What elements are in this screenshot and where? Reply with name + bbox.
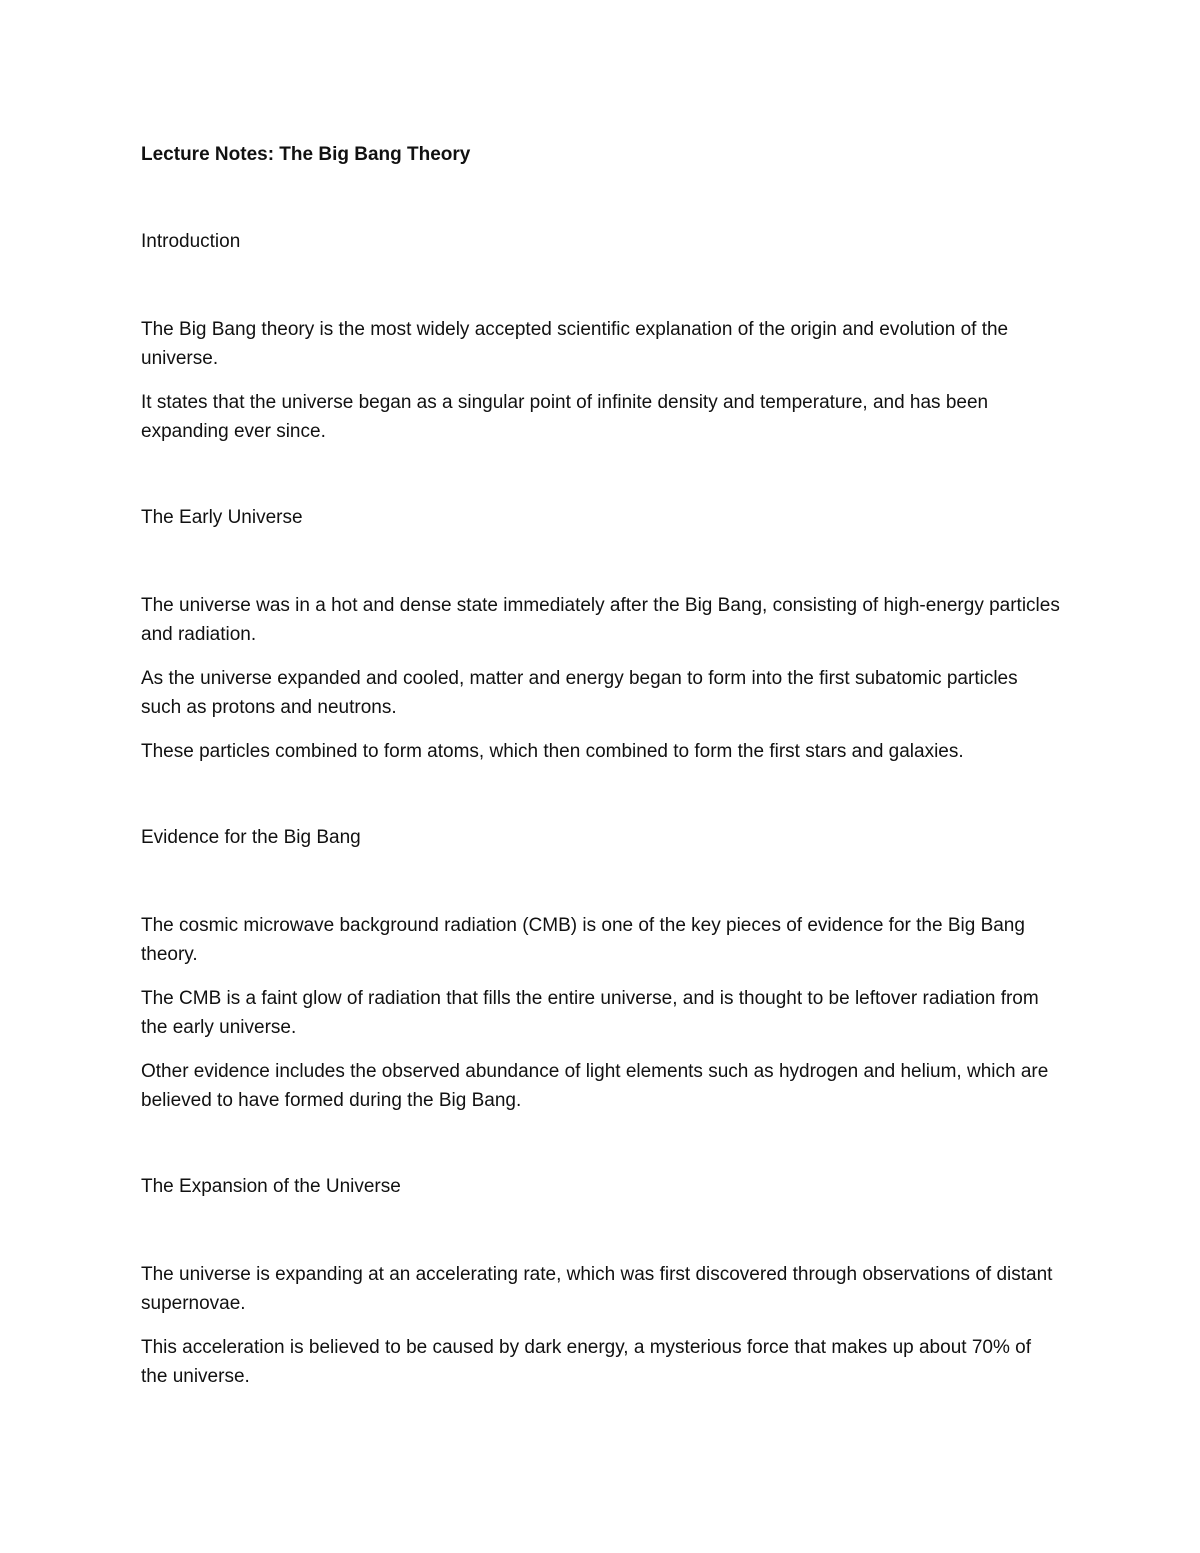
section-heading: Introduction bbox=[141, 231, 241, 252]
document-title: Lecture Notes: The Big Bang Theory bbox=[141, 144, 471, 165]
document-body bbox=[141, 140, 1061, 1391]
paragraph: Other evidence includes the observed abundance of light elements such as hydrogen and helium, which are believed to have formed during the Big Bang. bbox=[141, 1061, 1049, 1111]
paragraph: The universe was in a hot and dense state immediately after the Big Bang, consisting of high-energy particles and radiation. bbox=[141, 595, 1060, 645]
paragraph: The CMB is a faint glow of radiation that fills the entire universe, and is thought to be leftover radiation from the early universe. bbox=[141, 988, 1039, 1038]
paragraph: The cosmic microwave background radiation (CMB) is one of the key pieces of evidence for the Big Bang theory. bbox=[141, 915, 1025, 965]
section-heading: Evidence for the Big Bang bbox=[141, 827, 361, 848]
paragraph: The Big Bang theory is the most widely accepted scientific explanation of the origin and evolution of the universe. bbox=[141, 319, 1009, 369]
paragraph: These particles combined to form atoms, which then combined to form the first stars and galaxies. bbox=[141, 741, 964, 762]
section-evidence bbox=[141, 823, 1061, 1115]
paragraph: The universe is expanding at an accelerating rate, which was first discovered through observations of distant supernovae. bbox=[141, 1264, 1053, 1314]
section-early-universe bbox=[141, 503, 1061, 766]
section-introduction bbox=[141, 227, 1061, 446]
section-expansion bbox=[141, 1172, 1061, 1391]
section-heading: The Expansion of the Universe bbox=[141, 1176, 401, 1197]
section-heading: The Early Universe bbox=[141, 507, 303, 528]
paragraph: This acceleration is believed to be caused by dark energy, a mysterious force that makes up about 70% of the universe. bbox=[141, 1337, 1031, 1387]
paragraph: As the universe expanded and cooled, matter and energy began to form into the first subatomic particles such as protons and neutrons. bbox=[141, 668, 1018, 718]
paragraph: It states that the universe began as a singular point of infinite density and temperature, and has been expanding ever since. bbox=[141, 392, 989, 442]
